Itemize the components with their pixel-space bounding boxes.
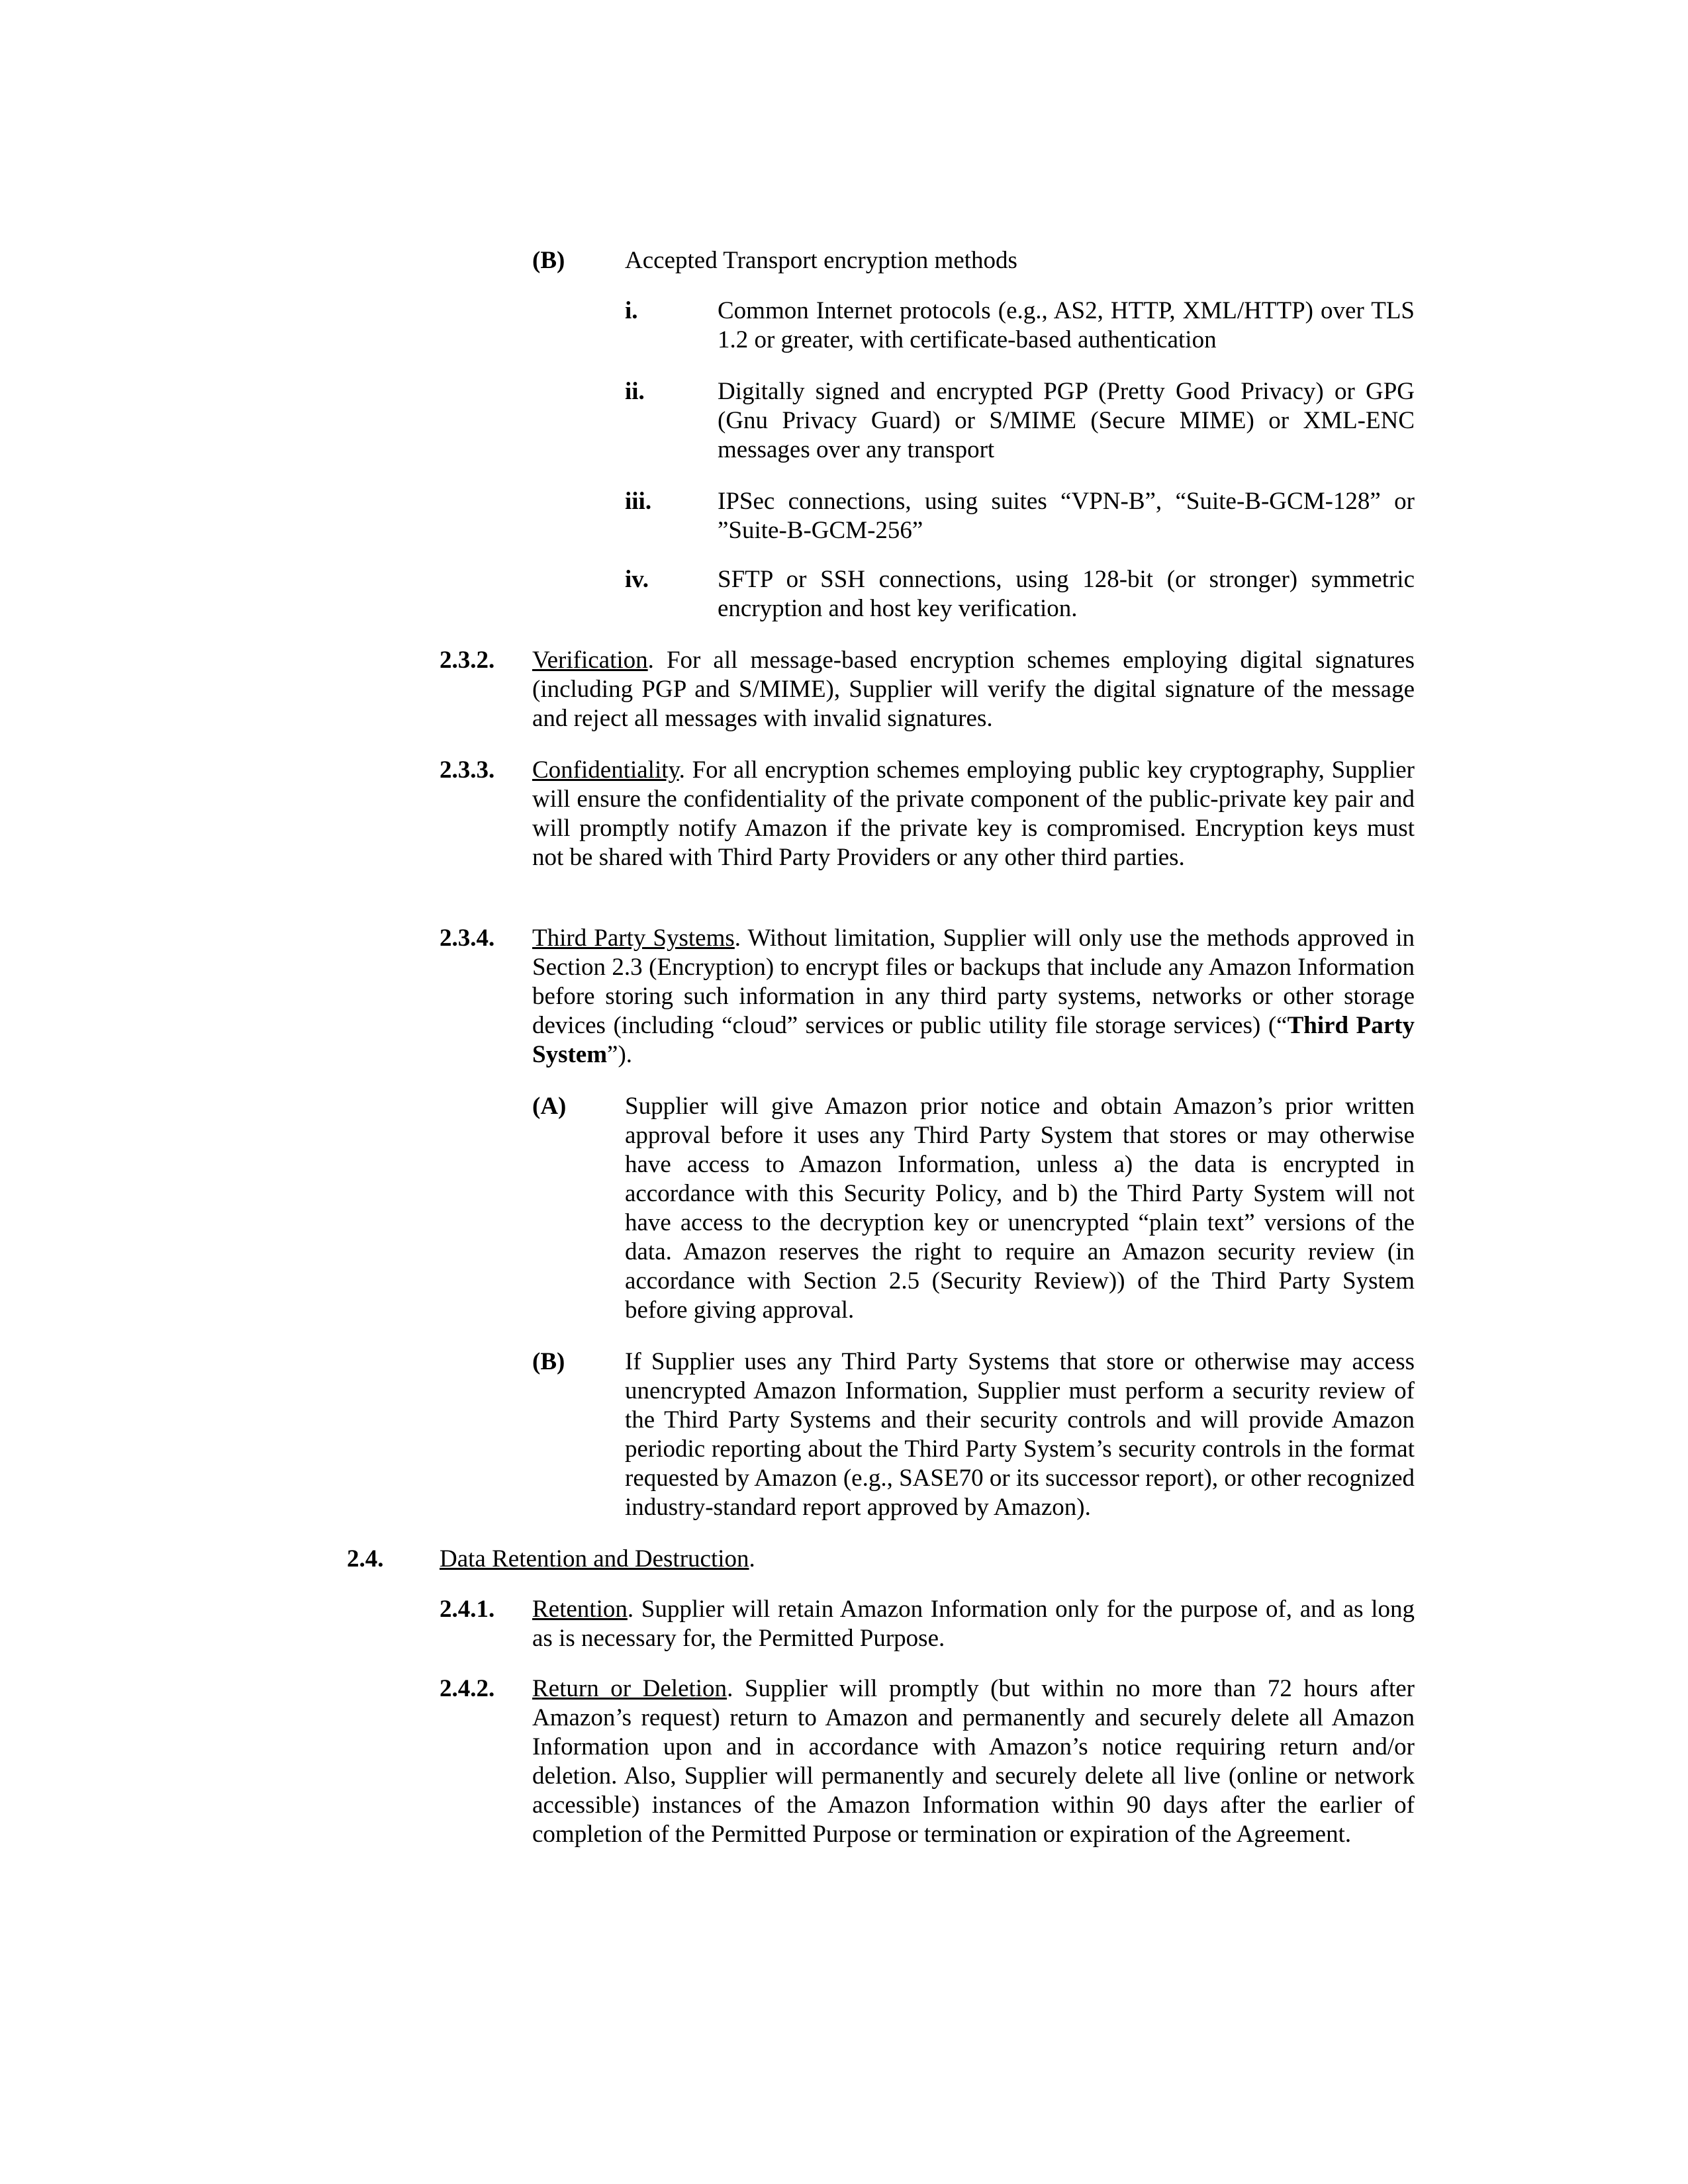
section-title: Confidentiality [532,756,679,784]
section-number: 2.3.3. [440,756,495,784]
clause-heading: Accepted Transport encryption methods [625,247,1017,274]
section-body: . Supplier will retain Amazon Information only for the purpose of, and as long as is necessary for, the Permitted Purpose. [532,1596,1415,1652]
section-title: Verification [532,647,648,674]
item-text: IPSec connections, using suites “VPN-B”, “Suite-B-GCM-128” or ”Suite-B-GCM-256” [718,488,1415,544]
section-heading [440,1545,1366,1574]
clause-number: (B) [532,247,565,274]
section-body: . For all message-based encryption schemes employing digital signatures (including PGP and S/MIME), Supplier will verify the digital signature of the message and reject all messages with invalid signatures. [532,647,1415,732]
subclause-number: (A) [532,1093,567,1120]
section-body: . For all encryption schemes employing public key cryptography, Supplier will ensure the confidentiality of the private component of the public-private key pair and will promptly notify Amazon if the private key is compromised. Encryption keys must not be shared with Third Party Providers or any other third parties. [532,756,1415,871]
item-number: ii. [625,378,645,405]
item-number: iv. [625,566,649,593]
item-number: iii. [625,488,652,515]
subclause-number: (B) [532,1348,565,1375]
subclause-text: Supplier will give Amazon prior notice and obtain Amazon’s prior written approval before it uses any Third Party System that stores or may otherwise have access to Amazon Information, unless a) the data is encrypted in accordance with this Security Policy, and b) the Third Party System will not have access to the decryption key or unencrypted “plain text” versions of the data. Amazon reserves the right to require an Amazon security review (in accordance with Section 2.5 (Security Review)) of the Third Party System before giving approval. [625,1093,1415,1324]
transport-methods-clause [0,246,1688,273]
section-title: Retention [532,1596,628,1623]
defined-term: Third Party System [532,1012,1415,1068]
section-title: Return or Deletion [532,1675,727,1702]
subclause-text: If Supplier uses any Third Party Systems that store or otherwise may access unencrypted Amazon Information, Supplier must perform a security review of the Third Party Systems and their security controls and will provide Amazon periodic reporting about the Third Party System’s security controls in the format requested by Amazon (e.g., SASE70 or its successor report), or other recognized industry-standard report approved by Amazon). [625,1348,1415,1521]
section-end: ”). [607,1041,633,1068]
item-text: Common Internet protocols (e.g., AS2, HTTP, XML/HTTP) over TLS 1.2 or greater, with certificate-based authentication [718,297,1415,353]
section-number: 2.4.2. [440,1675,495,1702]
section-text [532,756,1415,872]
section-body: . Supplier will promptly (but within no more than 72 hours after Amazon’s request) return to Amazon and permanently and securely delete all Amazon Information upon and in accordance with Amazon’s notice requiring return and/or deletion. Also, Supplier will permanently and securely delete all live (online or network accessible) instances of the Amazon Information within 90 days after the earlier of completion of the Permitted Purpose or termination or expiration of the Agreement. [532,1675,1415,1848]
section-end: . [749,1545,755,1572]
section-title: Third Party Systems [532,925,735,952]
section-title: Data Retention and Destruction [440,1545,749,1572]
section-number: 2.4.1. [440,1596,495,1623]
section-number: 2.3.4. [440,925,495,952]
section-text [532,924,1415,1069]
section-body: . Without limitation, Supplier will only use the methods approved in Section 2.3 (Encryption) to encrypt files or backups that include any Amazon Information before storing such information in any third party systems, networks or other storage devices (including “cloud” services or public utility file storage services) (“ [532,925,1415,1039]
section-number: 2.4. [347,1545,384,1572]
section-number: 2.3.2. [440,647,495,674]
section-text [532,1674,1415,1849]
item-number: i. [625,297,638,324]
item-text: SFTP or SSH connections, using 128-bit (or stronger) symmetric encryption and host key verification. [718,566,1415,622]
item-text: Digitally signed and encrypted PGP (Pretty Good Privacy) or GPG (Gnu Privacy Guard) or S/MIME (Secure MIME) or XML-ENC messages over any transport [718,378,1415,463]
section-text [532,646,1415,733]
section-text [532,1595,1415,1653]
